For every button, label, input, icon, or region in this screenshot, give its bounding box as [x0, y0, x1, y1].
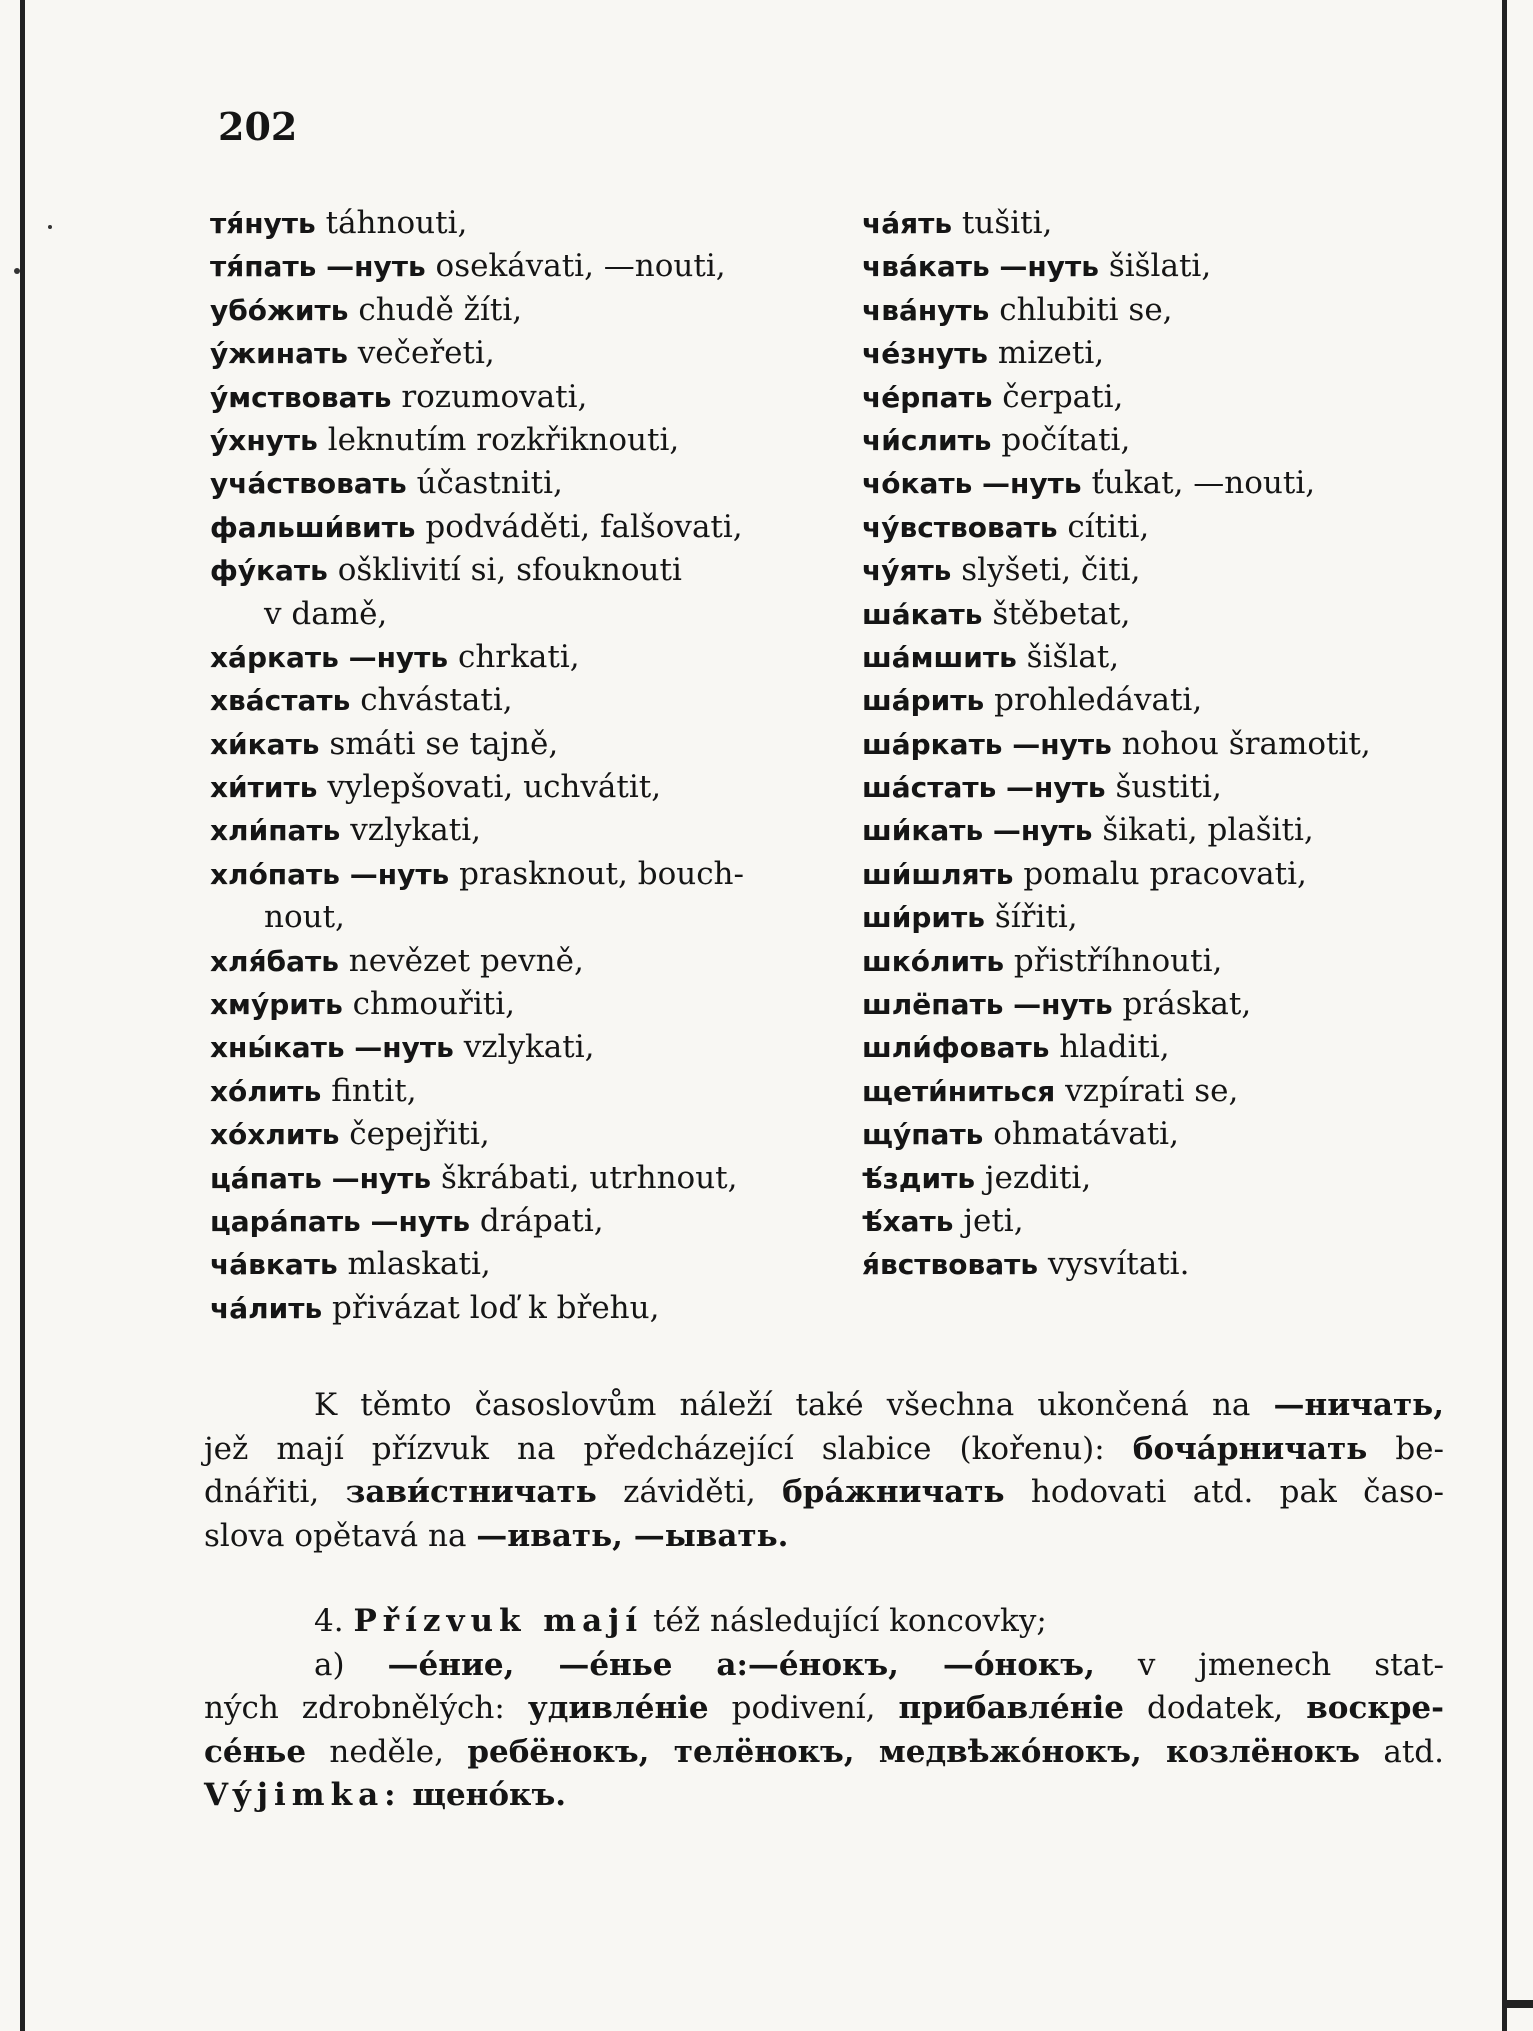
entry-gloss: štěbetat, [992, 595, 1131, 632]
paragraph-line [204, 1428, 1444, 1472]
entry-headword: шáкать [862, 597, 983, 631]
spaced-heading: Přízvuk mají [353, 1603, 644, 1639]
entry-headword: че́знуть [862, 337, 989, 371]
text-run: ných zdrobnělých: [204, 1690, 528, 1726]
entry-headword: фу́кать [210, 554, 328, 588]
entry-gloss: nout, [264, 899, 345, 936]
entry-headword: шли́фовать [862, 1031, 1050, 1065]
dictionary-entry [862, 593, 1492, 636]
page-edge-right-tip [1502, 2000, 1533, 2008]
entry-gloss: chvástati, [360, 682, 513, 719]
dictionary-entry [210, 202, 820, 245]
entry-gloss: nohou šramotit, [1121, 725, 1371, 762]
dictionary-entry [210, 1113, 820, 1156]
dictionary-entry [862, 1026, 1492, 1069]
entry-gloss: práskat, [1122, 986, 1252, 1023]
text-run: dodatek, [1123, 1690, 1307, 1726]
entry-headword: убо́жить [210, 293, 349, 327]
page-edge-right [1502, 0, 1507, 2031]
paragraph-line [204, 1731, 1444, 1775]
entry-headword: ѣ́хать [862, 1204, 954, 1238]
cyrillic-word: щенóкъ. [401, 1777, 567, 1813]
entry-gloss: šišlati, [1108, 248, 1212, 285]
scan-speck [14, 268, 20, 274]
entry-headword: фальши́вить [210, 510, 416, 544]
entry-headword: хло́пать —нуть [210, 857, 450, 891]
section-number: 4. [314, 1603, 354, 1639]
entry-gloss: osekávati, —nouti, [435, 248, 726, 285]
dictionary-entry [862, 332, 1492, 375]
entry-headword: цара́пать —нуть [210, 1204, 471, 1238]
entry-headword: шко́лить [862, 944, 1005, 978]
dictionary-entry [210, 983, 820, 1026]
entry-gloss: účastniti, [416, 465, 563, 502]
dictionary-entry [862, 462, 1492, 505]
dictionary-entry [862, 245, 1492, 288]
text-run: v jmenech stat- [1094, 1646, 1444, 1683]
right-column [862, 202, 1492, 1287]
dictionary-entry [210, 896, 820, 939]
entry-gloss: vysvítati. [1047, 1246, 1190, 1283]
entry-headword: хи́тить [210, 771, 318, 805]
scan-speck [48, 225, 52, 229]
dictionary-entry [210, 940, 820, 983]
entry-gloss: chudě žíti, [358, 291, 523, 328]
entry-headword: у́мствовать [210, 380, 392, 414]
entry-gloss: vzpírati se, [1065, 1072, 1239, 1109]
cyrillic-word: воскре- [1306, 1690, 1445, 1726]
entry-headword: у́хнуть [210, 423, 318, 457]
text-run: hodovati atd. pak časo- [1004, 1474, 1444, 1510]
entry-gloss: leknutím rozkřiknouti, [327, 421, 680, 458]
dictionary-entry [210, 1157, 820, 1200]
entry-gloss: vzlykati, [350, 812, 482, 849]
entry-gloss: chmouřiti, [352, 986, 515, 1023]
entry-gloss: večeřeti, [357, 335, 495, 372]
dictionary-entry [210, 289, 820, 332]
dictionary-entry [210, 549, 820, 592]
entry-headword: ча́лить [210, 1291, 323, 1325]
entry-gloss: v damě, [264, 595, 388, 632]
entry-headword: ши́кать —нуть [862, 814, 1093, 848]
entry-headword: чва́нуть [862, 293, 990, 327]
dictionary-entry [862, 1070, 1492, 1113]
entry-headword: хва́стать [210, 684, 351, 718]
entry-headword: чу́ять [862, 554, 952, 588]
text-run: atd. [1360, 1733, 1444, 1770]
text-run: slova opětavá na [204, 1517, 477, 1554]
dictionary-entry [210, 1287, 820, 1330]
section-heading [204, 1600, 1444, 1644]
entry-gloss: šikati, plašiti, [1102, 812, 1314, 849]
dictionary-entry [862, 766, 1492, 809]
entry-gloss: drápati, [479, 1202, 604, 1239]
text-run: dnářiti, [204, 1474, 346, 1510]
dictionary-entry [862, 853, 1492, 896]
entry-headword: ѣ́здить [862, 1161, 976, 1195]
dictionary-entry [862, 549, 1492, 592]
cyrillic-word: прибавлéніе [898, 1690, 1124, 1726]
text-run: neděle, [306, 1733, 468, 1770]
entry-headword: ха́ркать —нуть [210, 640, 449, 674]
entry-gloss: cítiti, [1067, 508, 1150, 545]
cyrillic-suffix: —ивать, —ывать. [476, 1517, 789, 1554]
dictionary-entry [862, 419, 1492, 462]
paragraph-line [204, 1687, 1444, 1731]
entry-headword: ши́шлять [862, 857, 1014, 891]
dictionary-entry [210, 1243, 820, 1286]
entry-gloss: rozumovati, [401, 378, 588, 415]
entry-gloss: fintit, [331, 1072, 417, 1109]
dictionary-entry [210, 766, 820, 809]
entry-gloss: škrábati, utrhnout, [440, 1159, 738, 1196]
text-run: K těmto časoslovům náleží také všechna ukončená na [314, 1387, 1274, 1423]
entry-gloss: šířiti, [994, 899, 1078, 936]
entry-headword: хны́кать —нуть [210, 1031, 454, 1065]
entry-gloss: prasknout, bouch- [459, 855, 744, 892]
entry-headword: хля́бать [210, 944, 339, 978]
entry-gloss: nevězet pevně, [348, 942, 584, 979]
dictionary-entry [210, 723, 820, 766]
dictionary-entry [862, 723, 1492, 766]
entry-headword: чи́слить [862, 423, 992, 457]
entry-gloss: čepejřiti, [349, 1116, 490, 1153]
entry-headword: уча́ствовать [210, 467, 407, 501]
paragraph-line [204, 1774, 1444, 1818]
dictionary-entry [210, 853, 820, 896]
dictionary-entry [862, 940, 1492, 983]
entry-headword: че́рпать [862, 380, 993, 414]
dictionary-entry [210, 1200, 820, 1243]
entry-gloss: jeti, [963, 1202, 1024, 1239]
entry-headword: ша́рить [862, 684, 985, 718]
text-run: be- [1367, 1430, 1444, 1467]
cyrillic-word: бра́жничать [782, 1474, 1005, 1510]
dictionary-entry [862, 809, 1492, 852]
dictionary-entry [862, 1113, 1492, 1156]
entry-gloss: přivázat loď k břehu, [332, 1289, 660, 1326]
dictionary-entry [210, 462, 820, 505]
entry-gloss: čerpati, [1002, 378, 1124, 415]
cyrillic-word: сéнье [204, 1733, 307, 1770]
paragraph-line [204, 1384, 1444, 1428]
dictionary-entry [210, 1070, 820, 1113]
entry-gloss: mizeti, [997, 335, 1105, 372]
entry-headword: ша́стать —нуть [862, 771, 1106, 805]
entry-headword: я́вствовать [862, 1248, 1039, 1282]
paragraph-line [204, 1515, 1444, 1559]
entry-gloss: podváděti, falšovati, [425, 508, 743, 545]
dictionary-entry [862, 1157, 1492, 1200]
dictionary-entry [862, 983, 1492, 1026]
entry-gloss: prohledávati, [994, 682, 1203, 719]
entry-headword: чва́кать —нуть [862, 250, 1099, 284]
dictionary-entry [862, 202, 1492, 245]
dictionary-entry [862, 376, 1492, 419]
cyrillic-suffix: —ничать, [1273, 1387, 1444, 1423]
entry-gloss: chlubiti se, [999, 291, 1173, 328]
paragraph-ending-nichat [204, 1384, 1444, 1558]
text-run: též následující koncovky; [643, 1603, 1047, 1639]
entry-gloss: chrkati, [457, 638, 580, 675]
entry-headword: хли́пать [210, 814, 341, 848]
entry-headword: хо́лить [210, 1074, 322, 1108]
entry-headword: тя́нуть [210, 207, 316, 240]
entry-headword: шлёпать —нуть [862, 988, 1113, 1022]
page-edge-left [20, 0, 25, 2031]
dictionary-entry [210, 506, 820, 549]
entry-gloss: tušiti, [961, 205, 1053, 241]
dictionary-entry [210, 332, 820, 375]
entry-headword: чу́вствовать [862, 510, 1058, 544]
entry-gloss: vylepšovati, uchvátit, [327, 769, 662, 806]
text-run: a) [314, 1646, 388, 1683]
entry-gloss: hladiti, [1059, 1029, 1170, 1066]
dictionary-entry [862, 679, 1492, 722]
entry-gloss: slyšeti, čiti, [961, 552, 1141, 589]
entry-headword: хо́хлить [210, 1118, 340, 1152]
entry-headword: хму́рить [210, 988, 343, 1022]
entry-headword: ча́ять [862, 207, 953, 240]
exception-label: Výjimka: [204, 1777, 402, 1813]
dictionary-entry [210, 1026, 820, 1069]
entry-headword: хи́кать [210, 727, 320, 761]
entry-headword: у́жинать [210, 337, 348, 371]
entry-gloss: ošklivití si, sfouknouti [337, 552, 682, 589]
dictionary-entry [210, 679, 820, 722]
entry-headword: щу́пать [862, 1118, 984, 1152]
dictionary-entry [862, 506, 1492, 549]
entry-gloss: šustiti, [1115, 769, 1222, 806]
dictionary-entry [210, 593, 820, 636]
dictionary-entry [210, 376, 820, 419]
entry-headword: ца́пать —нуть [210, 1161, 432, 1195]
entry-headword: ша́ркать —нуть [862, 727, 1112, 761]
entry-gloss: počítati, [1001, 421, 1131, 458]
text-run: jež mají přízvuk na předcházející slabice (kořenu): [204, 1430, 1133, 1467]
dictionary-entry [862, 896, 1492, 939]
cyrillic-word: зави́стничать [345, 1474, 597, 1510]
paragraph-line [204, 1644, 1444, 1688]
entry-gloss: jezditi, [984, 1159, 1092, 1196]
entry-headword: чо́кать —нуть [862, 467, 1082, 501]
section-4-stress-endings [204, 1600, 1444, 1818]
dictionary-entry [210, 636, 820, 679]
entry-gloss: šišlat, [1026, 638, 1120, 675]
entry-gloss: ťukat, —nouti, [1091, 465, 1316, 502]
entry-headword: ши́рить [862, 901, 985, 935]
entry-gloss: táhnouti, [325, 205, 468, 241]
page-number: 202 [218, 104, 298, 149]
entry-headword: щети́ниться [862, 1074, 1056, 1108]
dictionary-entry [862, 289, 1492, 332]
cyrillic-word: удивлéніе [527, 1690, 709, 1726]
dictionary-entry [210, 245, 820, 288]
entry-gloss: smáti se tajně, [329, 725, 559, 762]
entry-gloss: mlaskati, [347, 1246, 491, 1283]
cyrillic-suffix: —éние, —éнье а:—éнокъ, —óнокъ, [387, 1646, 1095, 1683]
text-run: záviděti, [596, 1474, 783, 1510]
dictionary-entry [210, 419, 820, 462]
entry-gloss: pomalu pracovati, [1023, 855, 1307, 892]
entry-gloss: ohmatávati, [993, 1116, 1179, 1153]
dictionary-entry [862, 1243, 1492, 1286]
dictionary-entry [862, 1200, 1492, 1243]
text-run: podivení, [708, 1690, 899, 1726]
entry-gloss: vzlykati, [463, 1029, 595, 1066]
entry-headword: тя́пать —нуть [210, 250, 426, 284]
entry-gloss: přistříhnouti, [1013, 942, 1223, 979]
entry-headword: ча́вкать [210, 1248, 338, 1282]
dictionary-entry [862, 636, 1492, 679]
cyrillic-word: ребёнокъ, телёнокъ, медвѣжóнокъ, козлёнокъ [467, 1733, 1361, 1770]
dictionary-entry [210, 809, 820, 852]
left-column [210, 202, 820, 1330]
entry-headword: ша́мшить [862, 640, 1017, 674]
cyrillic-word: бочáрничать [1132, 1430, 1368, 1467]
paragraph-line [204, 1471, 1444, 1515]
